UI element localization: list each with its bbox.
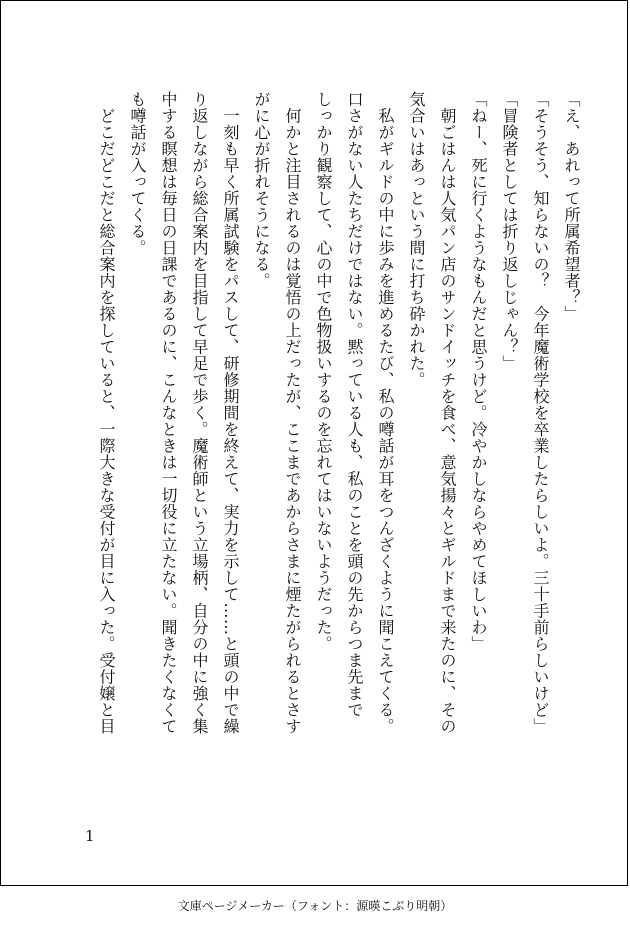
text-line-11: がに心が折れそうになる。 <box>252 91 271 289</box>
text-line-6: 気合いはあっという間に打ち砕かれた。 <box>407 91 426 388</box>
text-line-8: 口さがない人たちだけではない。黙っている人も、私のことを頭の先からつま先まで <box>345 91 364 718</box>
text-line-15: も噂話が入ってくる。 <box>128 91 147 256</box>
text-line-4: 「ねー、死に行くようなもんだと思うけど。冷やかしならやめてほしいわ」 <box>469 91 488 652</box>
text-line-1: 「え、あれって所属希望者？」 <box>562 91 581 322</box>
text-line-16: どこだどこだと総合案内を探していると、一際大きな受付が目に入った。受付嬢と目 <box>97 91 116 735</box>
text-line-7: 私がギルドの中に歩みを進めるたび、私の噂話が耳をつんざくように聞こえてくる。 <box>376 91 395 735</box>
text-line-10: 何かと注目されるのは覚悟の上だったが、ここまであからさまに煙たがられるとさす <box>283 91 302 735</box>
vertical-text-body <box>91 91 587 781</box>
text-line-2: 「そうそう、知らないの？ 今年魔術学校を卒業したらしいよ。三十手前らしいけど」 <box>531 91 550 735</box>
text-line-9: しっかり観察して、心の中で色物扱いするのを忘れてはいないようだった。 <box>314 91 333 652</box>
page-number: 1 <box>85 827 95 845</box>
text-line-3: 「冒険者としては折り返しじゃん？」 <box>500 91 519 372</box>
text-line-12: 一刻も早く所属試験をパスして、研修期間を終えて、実力を示して……と頭の中で繰 <box>221 91 240 735</box>
text-line-14: 中する瞑想は毎日の日課であるのに、こんなときは一切役に立たない。聞きたくなくて <box>159 91 178 735</box>
footer-caption: 文庫ページメーカー（フォント：源暎こぶり明朝） <box>177 899 453 913</box>
text-line-13: り返しながら総合案内を目指して早足で歩く。魔術師という立場柄、自分の中に強く集 <box>190 91 209 735</box>
text-line-5: 朝ごはんは人気パン店のサンドイッチを食べ、意気揚々とギルドまで来たのに、その <box>438 91 457 735</box>
